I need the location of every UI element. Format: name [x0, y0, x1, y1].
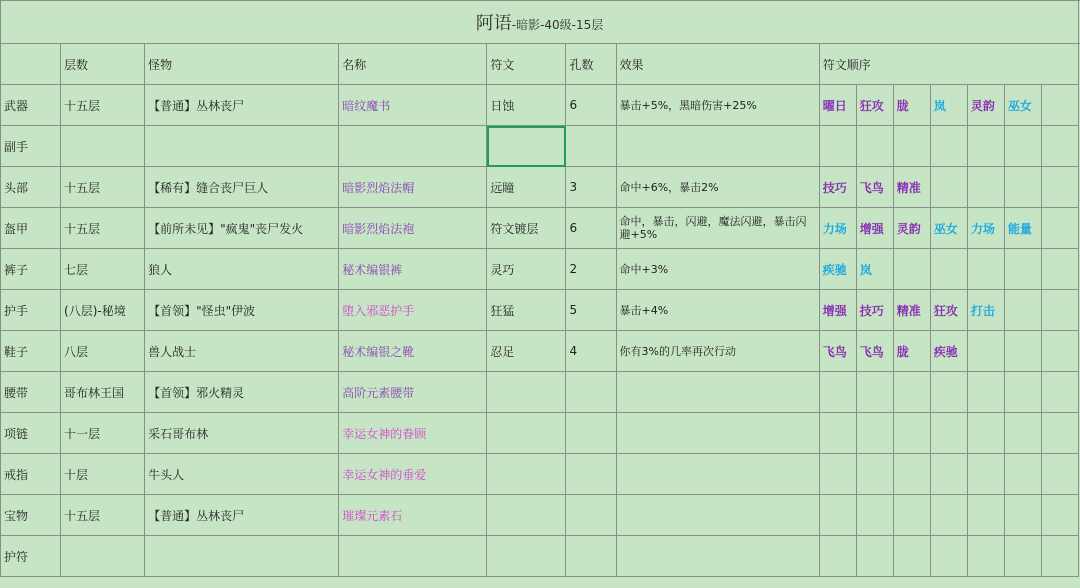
- cell-layer[interactable]: (八层)-秘境: [61, 290, 145, 331]
- cell-rune-order[interactable]: 岚: [930, 85, 967, 126]
- cell-rune[interactable]: 日蚀: [487, 85, 566, 126]
- cell-rune[interactable]: 远瞳: [487, 167, 566, 208]
- cell-rune[interactable]: 狂猛: [487, 290, 566, 331]
- cell-item-name[interactable]: 秘术编银之靴: [339, 331, 487, 372]
- cell-rune-order[interactable]: [1041, 85, 1078, 126]
- cell-rune-order[interactable]: 飞鸟: [856, 167, 893, 208]
- cell-slot[interactable]: 武器: [1, 85, 61, 126]
- title-row: [1, 1, 1079, 44]
- cell-holes[interactable]: 6: [566, 85, 616, 126]
- cell-rune[interactable]: [487, 536, 566, 577]
- cell-rune-order[interactable]: [1004, 536, 1041, 577]
- cell-layer[interactable]: 十一层: [61, 413, 145, 454]
- header-cell-rune[interactable]: 符文: [487, 44, 566, 85]
- cell-rune-order[interactable]: 飞鸟: [856, 331, 893, 372]
- header-row: [1, 44, 1079, 85]
- cell-rune-order[interactable]: [893, 495, 930, 536]
- cell-rune-order[interactable]: [1041, 167, 1078, 208]
- cell-rune-order[interactable]: [930, 413, 967, 454]
- cell-rune-order[interactable]: [967, 372, 1004, 413]
- cell-holes[interactable]: 2: [566, 249, 616, 290]
- cell-rune-order[interactable]: [856, 126, 893, 167]
- table-row: [1, 331, 1079, 372]
- cell-rune-order[interactable]: [893, 372, 930, 413]
- cell-effect[interactable]: 命中+3%: [616, 249, 819, 290]
- cell-monster[interactable]: 采石哥布林: [145, 413, 339, 454]
- cell-holes[interactable]: 4: [566, 331, 616, 372]
- cell-effect[interactable]: [616, 126, 819, 167]
- cell-rune-order[interactable]: 胧: [893, 85, 930, 126]
- cell-item-name[interactable]: 暗影烈焰法帽: [339, 167, 487, 208]
- cell-rune-order[interactable]: [967, 413, 1004, 454]
- cell-rune-order[interactable]: 灵韵: [967, 85, 1004, 126]
- header-cell-slot[interactable]: [1, 44, 61, 85]
- cell-layer[interactable]: 十五层: [61, 167, 145, 208]
- table-row: [1, 413, 1079, 454]
- cell-monster[interactable]: 【首领】"怪虫"伊波: [145, 290, 339, 331]
- cell-rune[interactable]: [487, 413, 566, 454]
- cell-slot[interactable]: 头部: [1, 167, 61, 208]
- cell-rune-order[interactable]: [1041, 249, 1078, 290]
- cell-rune-order[interactable]: [893, 536, 930, 577]
- sheet-title[interactable]: [1, 1, 1079, 44]
- cell-monster[interactable]: [145, 536, 339, 577]
- header-cell-layer[interactable]: 层数: [61, 44, 145, 85]
- cell-effect[interactable]: [616, 372, 819, 413]
- cell-rune-order[interactable]: [1004, 454, 1041, 495]
- cell-rune-order[interactable]: [819, 372, 856, 413]
- cell-monster[interactable]: 【稀有】缝合丧尸巨人: [145, 167, 339, 208]
- cell-rune-order[interactable]: [856, 372, 893, 413]
- header-cell-holes[interactable]: 孔数: [566, 44, 616, 85]
- cell-rune-order[interactable]: 灵韵: [893, 208, 930, 249]
- cell-holes[interactable]: [566, 536, 616, 577]
- cell-rune-order[interactable]: [893, 413, 930, 454]
- cell-rune-order[interactable]: [1041, 372, 1078, 413]
- cell-holes[interactable]: [566, 126, 616, 167]
- cell-rune-order[interactable]: [1004, 413, 1041, 454]
- cell-item-name[interactable]: 堕入邪恶护手: [339, 290, 487, 331]
- cell-effect[interactable]: 暴击+4%: [616, 290, 819, 331]
- cell-effect[interactable]: [616, 495, 819, 536]
- cell-rune-order[interactable]: [893, 249, 930, 290]
- cell-rune-order[interactable]: 胧: [893, 331, 930, 372]
- cell-rune-order[interactable]: [967, 167, 1004, 208]
- cell-rune-order[interactable]: 狂攻: [930, 290, 967, 331]
- header-cell-rune-order[interactable]: 符文顺序: [819, 44, 1078, 85]
- cell-rune-order[interactable]: [1041, 208, 1078, 249]
- cell-rune-order[interactable]: [967, 331, 1004, 372]
- table-row: [1, 85, 1079, 126]
- cell-rune-order[interactable]: 力场: [819, 208, 856, 249]
- cell-rune-order[interactable]: [856, 495, 893, 536]
- cell-rune[interactable]: [487, 495, 566, 536]
- cell-layer[interactable]: 十层: [61, 454, 145, 495]
- cell-effect[interactable]: 命中+6%，暴击2%: [616, 167, 819, 208]
- cell-monster[interactable]: 狼人: [145, 249, 339, 290]
- cell-monster[interactable]: [145, 126, 339, 167]
- cell-effect[interactable]: [616, 536, 819, 577]
- cell-layer[interactable]: [61, 126, 145, 167]
- cell-slot[interactable]: 项链: [1, 413, 61, 454]
- cell-rune-order[interactable]: 增强: [819, 290, 856, 331]
- cell-rune-order[interactable]: [1004, 290, 1041, 331]
- cell-rune-order[interactable]: 精准: [893, 290, 930, 331]
- cell-rune-order[interactable]: [819, 454, 856, 495]
- table-row: [1, 126, 1079, 167]
- cell-effect[interactable]: [616, 413, 819, 454]
- cell-item-name[interactable]: 秘术编银裤: [339, 249, 487, 290]
- cell-slot[interactable]: 裤子: [1, 249, 61, 290]
- table-row: [1, 249, 1079, 290]
- cell-rune-order[interactable]: 巫女: [930, 208, 967, 249]
- cell-rune-order[interactable]: [1004, 495, 1041, 536]
- table-row: [1, 495, 1079, 536]
- cell-slot[interactable]: 宝物: [1, 495, 61, 536]
- header-cell-name[interactable]: 名称: [339, 44, 487, 85]
- cell-monster[interactable]: 牛头人: [145, 454, 339, 495]
- table-row: [1, 290, 1079, 331]
- cell-effect[interactable]: 命中，暴击，闪避，魔法闪避，暴击闪避+5%: [616, 208, 819, 249]
- cell-rune-order[interactable]: [930, 167, 967, 208]
- cell-item-name[interactable]: [339, 536, 487, 577]
- cell-slot[interactable]: 副手: [1, 126, 61, 167]
- cell-rune-order[interactable]: [856, 454, 893, 495]
- cell-rune-order[interactable]: 技巧: [819, 167, 856, 208]
- cell-rune-order[interactable]: [930, 126, 967, 167]
- cell-rune-order[interactable]: [967, 454, 1004, 495]
- cell-rune-order[interactable]: [930, 495, 967, 536]
- cell-rune-order[interactable]: 疾驰: [819, 249, 856, 290]
- cell-slot[interactable]: 腰带: [1, 372, 61, 413]
- cell-rune-order[interactable]: 曜日: [819, 85, 856, 126]
- cell-rune-order[interactable]: 岚: [856, 249, 893, 290]
- cell-effect[interactable]: 暴击+5%，黑暗伤害+25%: [616, 85, 819, 126]
- cell-rune-order[interactable]: [1004, 126, 1041, 167]
- cell-rune-order[interactable]: 增强: [856, 208, 893, 249]
- cell-holes[interactable]: [566, 495, 616, 536]
- cell-rune-order[interactable]: [819, 126, 856, 167]
- cell-rune-order[interactable]: [930, 454, 967, 495]
- cell-rune[interactable]: [487, 454, 566, 495]
- cell-rune-order[interactable]: [1041, 331, 1078, 372]
- cell-rune-order[interactable]: [893, 454, 930, 495]
- cell-holes[interactable]: 6: [566, 208, 616, 249]
- cell-monster[interactable]: 【首领】邪火精灵: [145, 372, 339, 413]
- cell-rune-order[interactable]: [967, 536, 1004, 577]
- cell-layer[interactable]: 哥布林王国: [61, 372, 145, 413]
- cell-rune-order[interactable]: 疾驰: [930, 331, 967, 372]
- cell-rune-order[interactable]: [1004, 372, 1041, 413]
- cell-rune-order[interactable]: 技巧: [856, 290, 893, 331]
- header-cell-monster[interactable]: 怪物: [145, 44, 339, 85]
- cell-rune-order[interactable]: [930, 249, 967, 290]
- cell-layer[interactable]: 十五层: [61, 208, 145, 249]
- cell-rune-order[interactable]: 打击: [967, 290, 1004, 331]
- cell-layer[interactable]: 十五层: [61, 85, 145, 126]
- cell-rune-order[interactable]: [1004, 249, 1041, 290]
- cell-monster[interactable]: 兽人战士: [145, 331, 339, 372]
- table-row: [1, 208, 1079, 249]
- cell-rune-order[interactable]: [1041, 413, 1078, 454]
- cell-holes[interactable]: [566, 413, 616, 454]
- cell-item-name[interactable]: 暗影烈焰法袍: [339, 208, 487, 249]
- cell-rune-order[interactable]: 力场: [967, 208, 1004, 249]
- cell-holes[interactable]: [566, 372, 616, 413]
- cell-rune-order[interactable]: [930, 536, 967, 577]
- table-row: [1, 454, 1079, 495]
- cell-rune-order[interactable]: [856, 413, 893, 454]
- cell-rune-order[interactable]: [819, 413, 856, 454]
- cell-rune-order[interactable]: [967, 126, 1004, 167]
- cell-slot[interactable]: 鞋子: [1, 331, 61, 372]
- cell-rune-order[interactable]: [1041, 454, 1078, 495]
- cell-effect[interactable]: [616, 454, 819, 495]
- cell-rune-order[interactable]: 能量: [1004, 208, 1041, 249]
- cell-rune-order[interactable]: [1041, 495, 1078, 536]
- cell-holes[interactable]: [566, 454, 616, 495]
- cell-item-name[interactable]: 璀璨元素石: [339, 495, 487, 536]
- cell-rune-order[interactable]: [967, 249, 1004, 290]
- title-sub: -暗影-40级-15层: [511, 18, 604, 32]
- cell-slot[interactable]: 戒指: [1, 454, 61, 495]
- cell-item-name[interactable]: [339, 126, 487, 167]
- cell-rune-order[interactable]: [819, 495, 856, 536]
- cell-effect[interactable]: 你有3%的几率再次行动: [616, 331, 819, 372]
- cell-monster[interactable]: 【普通】丛林丧尸: [145, 85, 339, 126]
- cell-rune-order[interactable]: [1041, 536, 1078, 577]
- cell-rune-order[interactable]: [967, 495, 1004, 536]
- cell-rune[interactable]: [487, 126, 566, 167]
- cell-item-name[interactable]: 高阶元素腰带: [339, 372, 487, 413]
- table-row: [1, 536, 1079, 577]
- cell-rune-order[interactable]: [1004, 167, 1041, 208]
- cell-layer[interactable]: 十五层: [61, 495, 145, 536]
- cell-slot[interactable]: 护手: [1, 290, 61, 331]
- cell-holes[interactable]: 3: [566, 167, 616, 208]
- cell-monster[interactable]: 【普通】丛林丧尸: [145, 495, 339, 536]
- cell-rune[interactable]: 符文镀层: [487, 208, 566, 249]
- header-cell-effect[interactable]: 效果: [616, 44, 819, 85]
- cell-item-name[interactable]: 幸运女神的眷顾: [339, 413, 487, 454]
- cell-layer[interactable]: 七层: [61, 249, 145, 290]
- cell-rune[interactable]: 忍足: [487, 331, 566, 372]
- cell-layer[interactable]: [61, 536, 145, 577]
- cell-rune-order[interactable]: [819, 536, 856, 577]
- cell-rune-order[interactable]: [1041, 126, 1078, 167]
- cell-rune-order[interactable]: 飞鸟: [819, 331, 856, 372]
- cell-item-name[interactable]: 幸运女神的垂爱: [339, 454, 487, 495]
- table-row: [1, 167, 1079, 208]
- cell-monster[interactable]: 【前所未见】"疯鬼"丧尸发火: [145, 208, 339, 249]
- table-row: [1, 372, 1079, 413]
- cell-slot[interactable]: 盔甲: [1, 208, 61, 249]
- cell-rune-order[interactable]: [1004, 331, 1041, 372]
- cell-item-name[interactable]: 暗纹魔书: [339, 85, 487, 126]
- cell-rune-order[interactable]: [1041, 290, 1078, 331]
- cell-rune-order[interactable]: 精准: [893, 167, 930, 208]
- cell-slot[interactable]: 护符: [1, 536, 61, 577]
- cell-holes[interactable]: 5: [566, 290, 616, 331]
- cell-rune[interactable]: 灵巧: [487, 249, 566, 290]
- cell-rune[interactable]: [487, 372, 566, 413]
- cell-rune-order[interactable]: [893, 126, 930, 167]
- cell-rune-order[interactable]: [856, 536, 893, 577]
- cell-rune-order[interactable]: 狂攻: [856, 85, 893, 126]
- cell-layer[interactable]: 八层: [61, 331, 145, 372]
- title-main: 阿语: [475, 13, 512, 34]
- cell-rune-order[interactable]: [930, 372, 967, 413]
- cell-rune-order[interactable]: 巫女: [1004, 85, 1041, 126]
